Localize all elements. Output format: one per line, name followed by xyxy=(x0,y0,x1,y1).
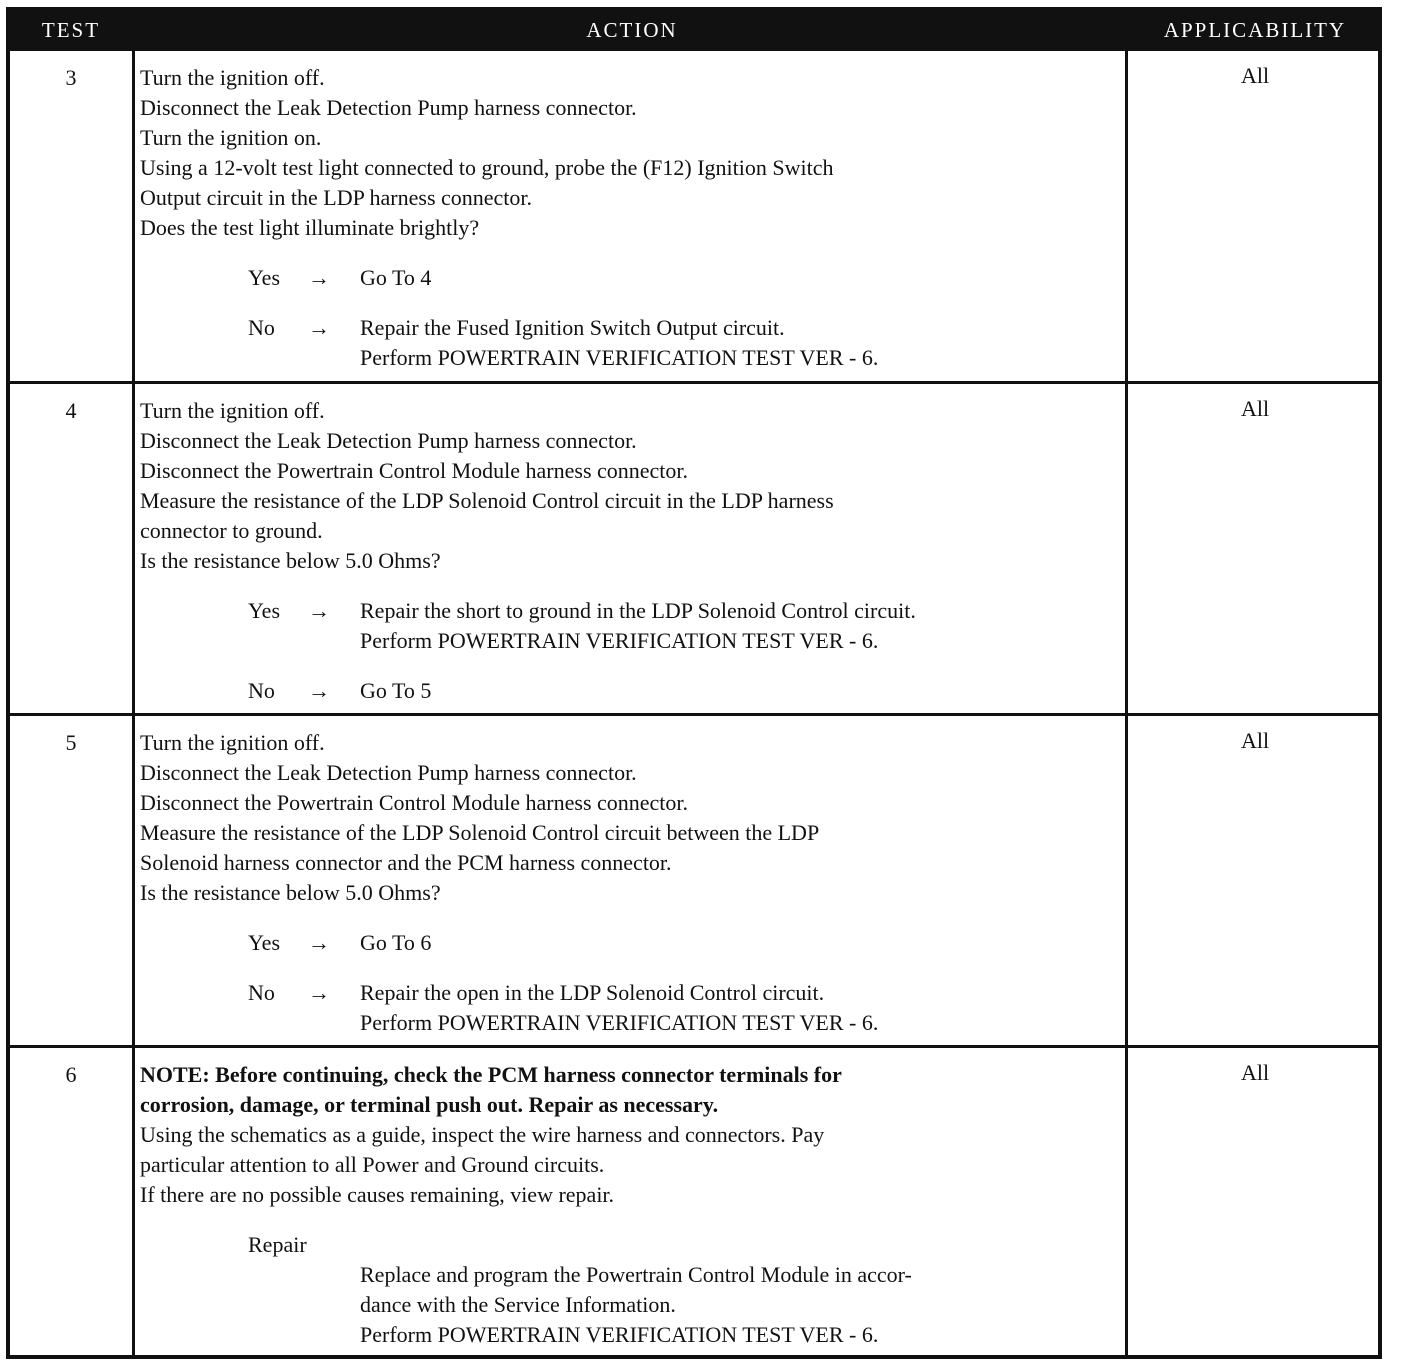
arrow-icon: → xyxy=(308,598,330,623)
yes-option xyxy=(140,928,1120,958)
action-line: Turn the ignition off. xyxy=(140,398,325,423)
no-result: Go To 5 xyxy=(360,678,432,703)
no-option xyxy=(140,313,1120,343)
arrow-icon: → xyxy=(308,678,330,703)
action-line: Disconnect the Leak Detection Pump harness connector. xyxy=(140,760,637,785)
yes-label: Yes xyxy=(248,265,281,290)
action-line: connector to ground. xyxy=(140,518,323,543)
action-line: Measure the resistance of the LDP Solenoid Control circuit in the LDP harness xyxy=(140,488,834,513)
action-line: Using a 12-volt test light connected to ground, probe the (F12) Ignition Switch xyxy=(140,155,834,180)
arrow-icon: → xyxy=(308,930,330,955)
table-row xyxy=(10,713,1378,1045)
diagnostic-table xyxy=(6,7,1382,1359)
yes-result-continued: Perform POWERTRAIN VERIFICATION TEST VER - 6. xyxy=(360,628,879,653)
no-label: No xyxy=(248,315,275,340)
test-number: 5 xyxy=(65,730,77,755)
test-number: 3 xyxy=(65,65,77,90)
test-number: 6 xyxy=(65,1062,77,1087)
header-applicability: APPLICABILITY xyxy=(1163,18,1347,42)
yes-result: Go To 4 xyxy=(360,265,432,290)
action-line: Solenoid harness connector and the PCM harness connector. xyxy=(140,850,672,875)
action-cell xyxy=(140,728,1120,1038)
action-line: Turn the ignition off. xyxy=(140,730,325,755)
table-row xyxy=(10,1045,1378,1359)
action-line: Disconnect the Leak Detection Pump harness connector. xyxy=(140,95,637,120)
action-line: particular attention to all Power and Ground circuits. xyxy=(140,1152,605,1177)
table-header xyxy=(10,11,1378,51)
action-line: Turn the ignition on. xyxy=(140,125,322,150)
applicability-value: All xyxy=(1240,728,1270,753)
yes-label: Yes xyxy=(248,598,281,623)
action-line: Does the test light illuminate brightly? xyxy=(140,215,480,240)
applicability-value: All xyxy=(1240,396,1270,421)
arrow-icon: → xyxy=(308,265,330,290)
applicability-value: All xyxy=(1240,63,1270,88)
action-line: Disconnect the Powertrain Control Module harness connector. xyxy=(140,790,689,815)
action-line: Is the resistance below 5.0 Ohms? xyxy=(140,548,441,573)
action-line: Measure the resistance of the LDP Solenoid Control circuit between the LDP xyxy=(140,820,820,845)
yes-result: Repair the short to ground in the LDP Solenoid Control circuit. xyxy=(360,598,916,623)
action-line: If there are no possible causes remaining, view repair. xyxy=(140,1182,615,1207)
yes-option xyxy=(140,263,1120,293)
no-result: Repair the Fused Ignition Switch Output circuit. xyxy=(360,315,785,340)
repair-label: Repair xyxy=(248,1232,307,1257)
note-line: corrosion, damage, or terminal push out. Repair as necessary. xyxy=(140,1092,719,1117)
action-line: Turn the ignition off. xyxy=(140,65,325,90)
no-label: No xyxy=(248,980,275,1005)
action-line: Disconnect the Powertrain Control Module harness connector. xyxy=(140,458,689,483)
yes-option xyxy=(140,596,1120,626)
repair-line: Perform POWERTRAIN VERIFICATION TEST VER - 6. xyxy=(360,1322,879,1347)
arrow-icon: → xyxy=(308,980,330,1005)
action-cell xyxy=(140,63,1120,373)
no-result-continued: Perform POWERTRAIN VERIFICATION TEST VER - 6. xyxy=(360,1010,879,1035)
repair-line: dance with the Service Information. xyxy=(360,1292,676,1317)
table-row xyxy=(10,381,1378,713)
no-option xyxy=(140,676,1120,706)
repair-line: Replace and program the Powertrain Control Module in accor- xyxy=(360,1262,912,1287)
header-test: TEST xyxy=(41,18,101,42)
action-line: Disconnect the Leak Detection Pump harness connector. xyxy=(140,428,637,453)
no-result-continued: Perform POWERTRAIN VERIFICATION TEST VER - 6. xyxy=(360,345,879,370)
header-action: ACTION xyxy=(586,18,678,42)
test-number: 4 xyxy=(65,398,77,423)
applicability-value: All xyxy=(1240,1060,1270,1085)
action-line: Is the resistance below 5.0 Ohms? xyxy=(140,880,441,905)
no-label: No xyxy=(248,678,275,703)
action-line: Output circuit in the LDP harness connector. xyxy=(140,185,533,210)
no-result: Repair the open in the LDP Solenoid Control circuit. xyxy=(360,980,825,1005)
arrow-icon: → xyxy=(308,315,330,340)
table-row xyxy=(10,51,1378,381)
action-cell xyxy=(140,1060,1120,1350)
yes-result: Go To 6 xyxy=(360,930,432,955)
action-line: Using the schematics as a guide, inspect the wire harness and connectors. Pay xyxy=(140,1122,825,1147)
action-cell xyxy=(140,396,1120,706)
yes-label: Yes xyxy=(248,930,281,955)
note-line: NOTE: Before continuing, check the PCM harness connector terminals for xyxy=(140,1062,842,1087)
no-option xyxy=(140,978,1120,1008)
